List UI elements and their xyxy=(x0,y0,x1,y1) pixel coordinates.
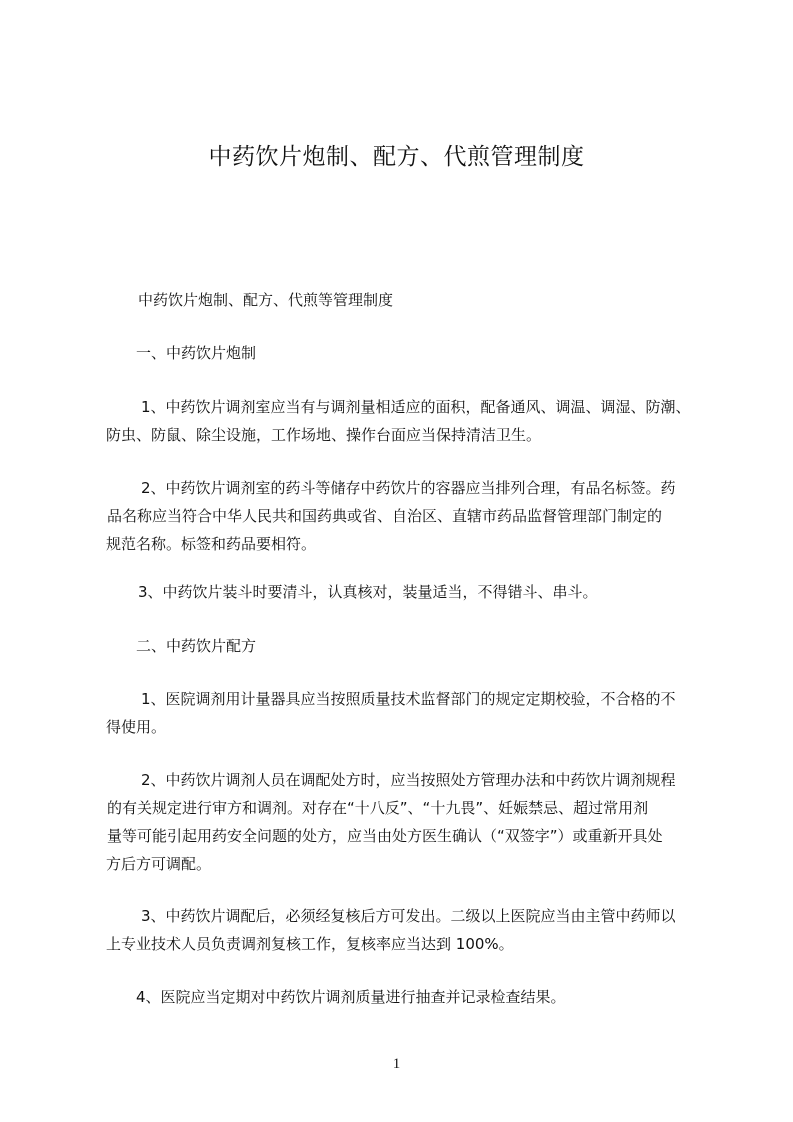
paragraph-line: 规范名称。标签和药品要相符。 xyxy=(106,535,317,553)
paragraph-line: 方后方可调配。 xyxy=(106,855,212,873)
subtitle-line: 中药饮片炮制、配方、代煎等管理制度 xyxy=(138,291,394,309)
paragraph-line: 2、中药饮片调剂人员在调配处方时，应当按照处方管理办法和中药饮片调剂规程 xyxy=(141,771,676,789)
paragraph-line: 1、医院调剂用计量器具应当按照质量技术监督部门的规定定期校验，不合格的不 xyxy=(141,690,676,708)
paragraph-line: 4、医院应当定期对中药饮片调剂质量进行抽查并记录检查结果。 xyxy=(136,988,566,1006)
section-heading-1: 一、中药饮片炮制 xyxy=(136,344,257,362)
section-heading-2: 二、中药饮片配方 xyxy=(136,637,257,655)
paragraph-line: 上专业技术人员负责调剂复核工作，复核率应当达到 100%。 xyxy=(106,935,514,953)
paragraph-line: 3、中药饮片调配后，必须经复核后方可发出。二级以上医院应当由主管中药师以 xyxy=(141,907,676,925)
paragraph-line: 防虫、防鼠、除尘设施，工作场地、操作台面应当保持清洁卫生。 xyxy=(106,426,542,444)
paragraph-line: 1、中药饮片调剂室应当有与调剂量相适应的面积，配备通风、调温、调湿、防潮、 xyxy=(141,398,691,416)
paragraph-line: 2、中药饮片调剂室的药斗等储存中药饮片的容器应当排列合理，有品名标签。药 xyxy=(141,479,676,497)
paragraph-line: 品名称应当符合中华人民共和国药典或省、自治区、直辖市药品监督管理部门制定的 xyxy=(107,507,663,525)
paragraph-line: 的有关规定进行审方和调剂。对存在“十八反”、“十九畏”、妊娠禁忌、超过常用剂 xyxy=(107,799,649,817)
paragraph-line: 3、中药饮片装斗时要清斗，认真核对，装量适当，不得错斗、串斗。 xyxy=(138,583,598,601)
page-number: 1 xyxy=(392,1056,401,1072)
paragraph-line: 得使用。 xyxy=(106,718,167,736)
paragraph-line: 量等可能引起用药安全问题的处方，应当由处方医生确认（“双签字”）或重新开具处 xyxy=(107,827,663,845)
document-title: 中药饮片炮制、配方、代煎管理制度 xyxy=(208,144,585,170)
